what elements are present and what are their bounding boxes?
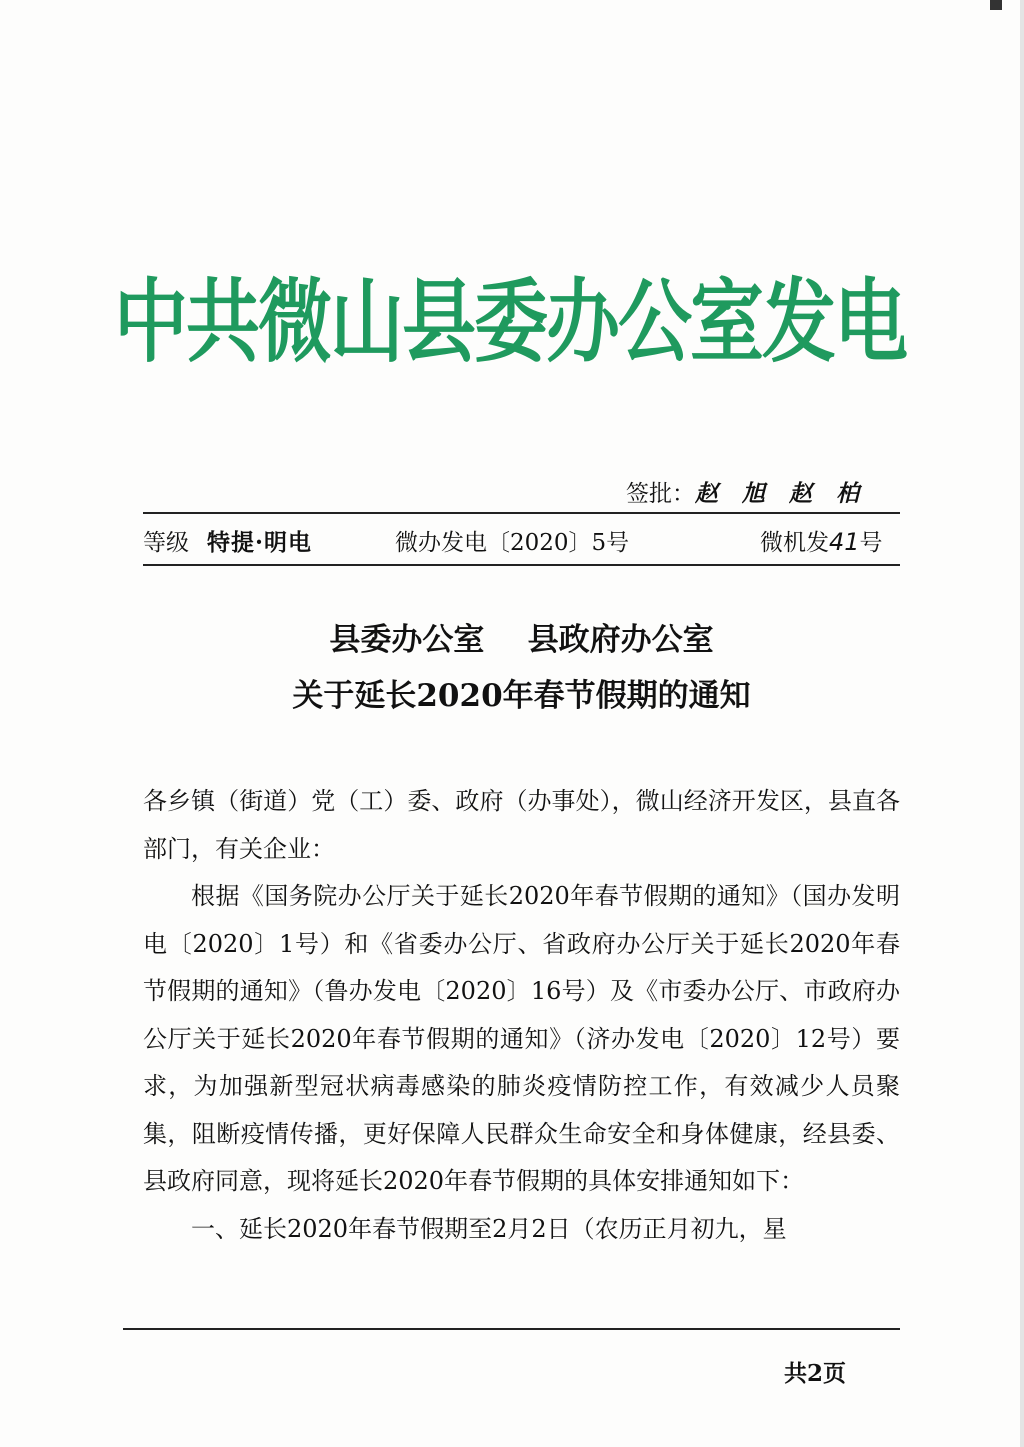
doc-number: 微办发电〔2020〕5号 [395, 530, 630, 556]
masthead-text: 中共微山县委办公室发电 [114, 269, 906, 375]
machine-prefix: 微机发 [760, 530, 829, 556]
machine-number [760, 524, 883, 557]
body-text [143, 778, 900, 1253]
signoff [626, 475, 867, 508]
machine-suffix: 号 [859, 530, 883, 556]
bottom-rule [123, 1328, 900, 1330]
signoff-label: 签批： [626, 481, 695, 507]
level-label: 等级 [143, 530, 189, 556]
paragraph-1: 根据《国务院办公厅关于延长2020年春节假期的通知》（国办发明电〔2020〕1号）和《省委办公厅、省政府办公厅关于延长2020年春节假期的通知》（鲁办发电〔2020〕16号）及《市委办公厅、市政府办公厅关于延长2020年春节假期的通知》（济办发电〔2020〕12号）要求，为加强新型冠状病毒感染的肺炎疫情防控工作，有效减少人员聚集，阻断疫情传播，更好保障人民群众生命安全和身体健康，经县委、县政府同意，现将延长2020年春节假期的具体安排通知如下： [143, 882, 900, 1195]
masthead [114, 240, 906, 390]
addressee: 各乡镇（街道）党（工）委、政府（办事处），微山经济开发区，县直各部门，有关企业： [143, 787, 900, 863]
page-edge [1020, 0, 1024, 1447]
machine-handwritten-number: 41 [829, 528, 860, 556]
paragraph-2: 一、延长2020年春节假期至2月2日（农历正月初九，星 [191, 1214, 787, 1243]
level-value: 特提·明电 [207, 529, 313, 556]
level-field [143, 524, 312, 557]
page-count: 共2页 [784, 1360, 847, 1387]
title-line-1-text: 县委办公室 县政府办公室 [329, 622, 714, 658]
title-line-2: 关于延长2020年春节假期的通知 [292, 678, 751, 714]
corner-mark [990, 0, 1002, 10]
meta-rule [143, 564, 900, 566]
title-line-1 [143, 614, 900, 659]
top-rule [143, 512, 900, 514]
signoff-names: 赵 旭 赵 柏 [695, 480, 868, 507]
